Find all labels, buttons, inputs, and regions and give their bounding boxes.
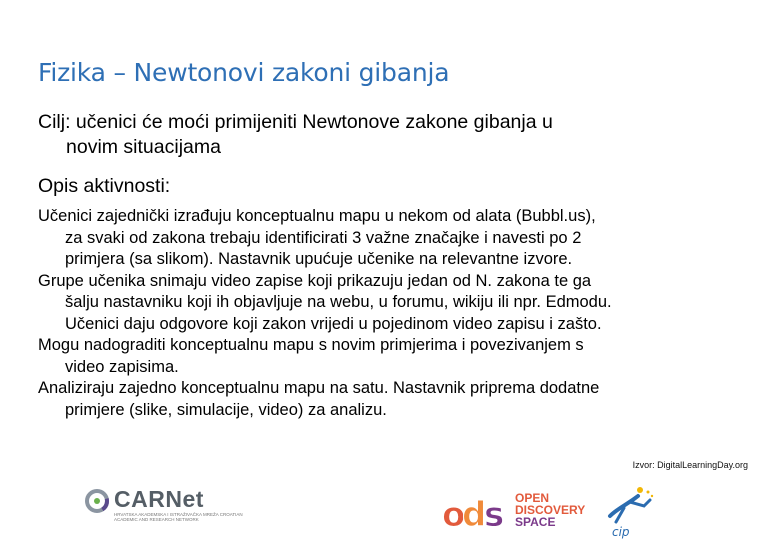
paragraph-3 — [38, 335, 758, 378]
activity-label: Opis aktivnosti: — [38, 175, 171, 197]
paragraph-line: primjera (sa slikom). Nastavnik upućuje učenike na relevantne izvore. — [65, 250, 573, 268]
paragraph-line: video zapisima. — [65, 357, 179, 376]
goal-line-2: novim situacijama — [66, 136, 221, 158]
slide-title: Fizika – Newtonovi zakoni gibanja — [38, 58, 450, 87]
svg-text:o: o — [442, 495, 466, 535]
paragraph-line: šalju nastavniku koji ih objavljuje na webu, u forumu, wikiju ili npr. Edmodu. — [65, 293, 612, 311]
svg-text:d: d — [462, 495, 487, 535]
cip-logo — [600, 482, 660, 540]
carnet-emblem-icon — [84, 488, 110, 514]
paragraph-2 — [38, 271, 758, 336]
ods-line-1: OPEN — [515, 491, 550, 505]
paragraph-4 — [38, 378, 758, 421]
paragraph-line: Mogu nadograditi konceptualnu mapu s novim primjerima i povezivanjem s — [38, 336, 584, 354]
activity-description — [38, 206, 758, 421]
ods-emblem-icon — [440, 488, 512, 536]
paragraph-line: Učenici zajednički izrađuju konceptualnu mapu u nekom od alata (Bubbl.us), — [38, 207, 596, 225]
carnet-logo — [84, 488, 244, 528]
paragraph-1 — [38, 206, 758, 271]
goal-text — [38, 110, 728, 160]
ods-wordmark — [515, 492, 585, 528]
paragraph-line: primjere (slike, simulacije, video) za analizu. — [65, 400, 387, 419]
paragraph-line: za svaki od zakona trebaju identificirati 3 važne značajke i navesti po 2 — [65, 228, 582, 247]
goal-line-1: Cilj: učenici će moći primijeniti Newtonove zakone gibanja u — [38, 111, 553, 133]
carnet-wordmark: CARNet — [114, 486, 204, 512]
paragraph-line: Učenici daju odgovore koji zakon vrijedi u pojedinom video zapisu i zašto. — [65, 314, 602, 333]
cip-wordmark: cip — [612, 525, 630, 539]
footer-logos — [0, 476, 780, 540]
paragraph-line: Analiziraju zajedno konceptualnu mapu na satu. Nastavnik priprema dodatne — [38, 379, 600, 397]
ods-line-2: DISCOVERY — [515, 503, 586, 517]
open-discovery-space-logo — [440, 488, 590, 538]
cip-runner-icon — [600, 482, 660, 540]
source-credit: Izvor: DigitalLearningDay.org — [632, 460, 748, 470]
svg-text:s: s — [484, 495, 505, 535]
ods-line-3: SPACE — [515, 515, 556, 529]
carnet-subtitle: HRVATSKA AKADEMSKA I ISTRAŽIVAČKA MREŽA CROATIAN ACADEMIC AND RESEARCH NETWORK — [114, 512, 243, 522]
paragraph-line: Grupe učenika snimaju video zapise koji prikazuju jedan od N. zakona te ga — [38, 271, 592, 290]
